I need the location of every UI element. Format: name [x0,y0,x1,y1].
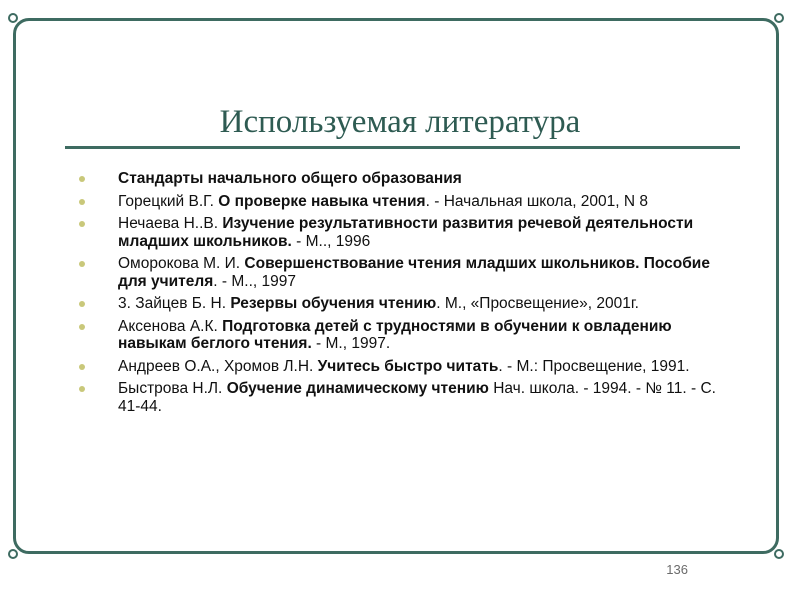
reference-item [76,170,736,188]
reference-title: Совершенствование чтения младших школьников. Пособие для учителя [118,255,710,290]
reference-text: - М.., 1996 [291,232,371,250]
reference-item [76,215,736,250]
reference-item [76,380,736,415]
bullet-icon [79,261,85,267]
reference-title: Обучение динамическому чтению [226,380,489,397]
reference-text: Горецкий В.Г. [118,192,219,210]
reference-text: Аксенова А.К. [118,317,223,335]
reference-item [76,193,736,211]
reference-text: . М., «Просвещение», 2001г. [436,295,639,312]
reference-item [76,318,736,353]
slide-title: Используемая литература [219,104,581,140]
corner-dot-top-right [774,13,784,23]
reference-title: Стандарты начального общего образования [118,170,462,187]
reference-item [76,255,736,290]
corner-dot-top-left [8,13,18,23]
reference-text: Андреев О.А., Хромов Л.Н. [118,357,318,375]
bullet-icon [79,301,85,307]
bullet-icon [79,364,85,370]
bullet-icon [79,199,85,205]
bullet-icon [79,221,85,227]
reference-text: Нечаева Н..В. [118,215,223,232]
reference-text: . - М.., 1997 [213,272,296,290]
reference-item [76,358,736,376]
reference-text: Быстрова Н.Л. [118,380,227,397]
corner-dot-bottom-left [8,549,18,559]
reference-item [76,295,736,313]
reference-title: Резервы обучения чтению [230,295,437,312]
reference-title: О проверке навыка чтения [218,192,426,210]
bullet-icon [79,324,85,330]
reference-title: Подготовка детей с трудностями в обучении к овладению навыкам беглого чтения. [118,317,672,352]
reference-list [76,170,736,420]
reference-text: . - М.: Просвещение, 1991. [498,357,690,375]
page-number: 136 [666,562,688,577]
reference-text: Оморокова М. И. [118,255,245,272]
bullet-icon [79,176,85,182]
title-underline [65,146,740,149]
corner-dot-bottom-right [774,549,784,559]
reference-text: Нач. школа. - 1994. - № 11. - С. 41-44. [118,380,716,415]
reference-text: 3. Зайцев Б. Н. [118,295,231,312]
reference-title: Учитесь быстро читать [317,357,499,375]
reference-title: Изучение результативности развития речевой деятельности младших школьников. [118,215,694,250]
bullet-icon [79,386,85,392]
reference-text: - М., 1997. [311,335,391,352]
reference-text: . - Начальная школа, 2001, N 8 [425,192,649,210]
